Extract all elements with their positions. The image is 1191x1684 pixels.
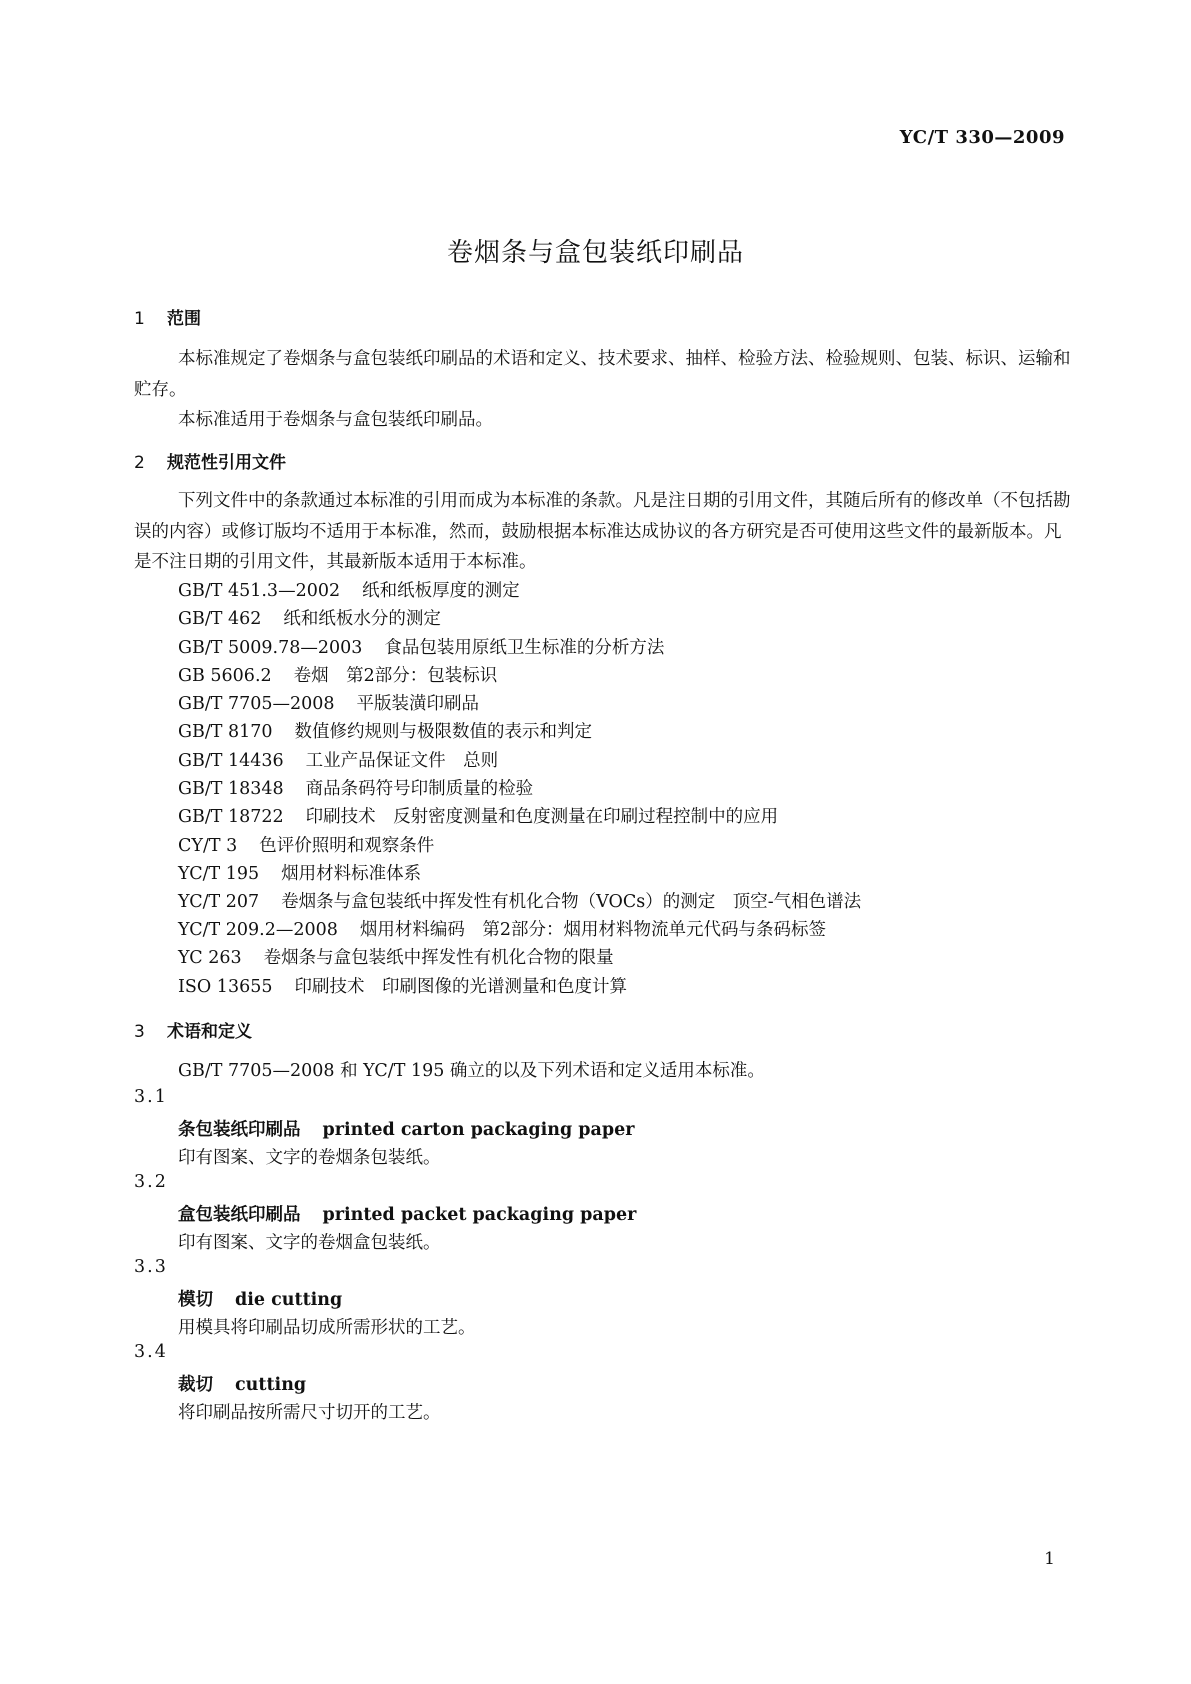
section-number: 1 [134,309,145,329]
reference-code: GB/T 18348 [178,779,284,799]
term-number: 3.4 [134,1342,168,1362]
term-definition: 印有图案、文字的卷烟盒包装纸。 [178,1233,441,1253]
reference-code: CY/T 3 [178,836,238,856]
term-chinese: 盒包装纸印刷品 [178,1205,301,1225]
reference-item [178,747,498,772]
term-english: printed carton packaging paper [322,1120,635,1140]
term-english: printed packet packaging paper [322,1205,637,1225]
reference-code: GB/T 7705—2008 [178,694,335,714]
reference-title: 印刷技术 反射密度测量和色度测量在印刷过程控制中的应用 [305,807,779,827]
reference-title: 平版装潢印刷品 [356,694,480,714]
reference-code: YC 263 [178,948,242,968]
term-heading [178,1371,306,1396]
reference-item [178,634,664,659]
section-1-heading [134,304,201,329]
reference-item [178,577,520,602]
reference-code: GB/T 5009.78—2003 [178,638,363,658]
term-chinese: 模切 [178,1290,213,1310]
reference-code: YC/T 195 [178,864,260,884]
reference-title: 烟用材料编码 第2部分：烟用材料物流单元代码与条码标签 [359,920,827,940]
reference-item [178,662,497,687]
reference-code: ISO 13655 [178,977,273,997]
reference-item [178,860,421,885]
normative-references-intro: 下列文件中的条款通过本标准的引用而成为本标准的条款。凡是注日期的引用文件，其随后所有的修改单（不包括勘误的内容）或修订版均不适用于本标准，然而，鼓励根据本标准达成协议的各方研究是否可使用这些文件的最新版本。凡是不注日期的引用文件，其最新版本适用于本标准。 [134,491,1071,572]
reference-title: 烟用材料标准体系 [281,864,422,884]
reference-item [178,973,627,998]
term-heading [178,1116,634,1141]
term-english: die cutting [235,1290,343,1310]
terms-intro: GB/T 7705—2008 和 YC/T 195 确立的以及下列术语和定义适用本标准。 [178,1061,765,1081]
reference-title: 色评价照明和观察条件 [259,836,435,856]
reference-title: 纸和纸板厚度的测定 [362,581,520,601]
term-chinese: 条包装纸印刷品 [178,1120,301,1140]
term-number: 3.2 [134,1172,168,1192]
term-definition: 将印刷品按所需尺寸切开的工艺。 [178,1403,441,1423]
reference-title: 纸和纸板水分的测定 [283,609,441,629]
reference-code: GB 5606.2 [178,666,272,686]
reference-item [178,718,592,743]
reference-code: GB/T 18722 [178,807,284,827]
reference-item [178,775,533,800]
reference-title: 卷烟条与盒包装纸中挥发性有机化合物（VOCs）的测定 顶空-气相色谱法 [281,892,862,912]
section-2-heading [134,448,286,473]
term-chinese: 裁切 [178,1375,213,1395]
reference-title: 数值修约规则与极限数值的表示和判定 [294,722,593,742]
section-title: 术语和定义 [167,1022,252,1042]
section-3-heading [134,1017,252,1042]
page-title: 卷烟条与盒包装纸印刷品 [446,238,744,268]
reference-title: 卷烟条与盒包装纸中挥发性有机化合物的限量 [263,948,614,968]
reference-item [178,803,778,828]
page-number: 1 [1044,1549,1055,1569]
term-heading [178,1286,342,1311]
reference-code: GB/T 8170 [178,722,273,742]
reference-item [178,605,441,630]
reference-code: GB/T 451.3—2002 [178,581,341,601]
scope-paragraph-2: 本标准适用于卷烟条与盒包装纸印刷品。 [178,410,493,430]
section-number: 3 [134,1022,145,1042]
reference-item [178,888,861,913]
term-definition: 用模具将印刷品切成所需形状的工艺。 [178,1318,476,1338]
reference-code: YC/T 209.2—2008 [178,920,338,940]
term-number: 3.1 [134,1087,168,1107]
section-number: 2 [134,453,145,473]
document-number: YC/T 330—2009 [899,127,1065,148]
term-heading [178,1201,636,1226]
term-number: 3.3 [134,1257,168,1277]
reference-title: 卷烟 第2部分：包装标识 [293,666,498,686]
reference-title: 印刷技术 印刷图像的光谱测量和色度计算 [294,977,627,997]
reference-code: GB/T 462 [178,609,262,629]
section-title: 范围 [167,309,201,329]
scope-paragraph-1: 本标准规定了卷烟条与盒包装纸印刷品的术语和定义、技术要求、抽样、检验方法、检验规则、包装、标识、运输和贮存。 [134,349,1071,400]
reference-item [178,690,479,715]
reference-item [178,916,826,941]
reference-title: 食品包装用原纸卫生标准的分析方法 [384,638,665,658]
reference-item [178,944,614,969]
section-title: 规范性引用文件 [167,453,286,473]
reference-item [178,832,434,857]
reference-title: 商品条码符号印制质量的检验 [305,779,534,799]
reference-code: GB/T 14436 [178,751,284,771]
term-english: cutting [235,1375,307,1395]
reference-title: 工业产品保证文件 总则 [305,751,499,771]
term-definition: 印有图案、文字的卷烟条包装纸。 [178,1148,441,1168]
reference-code: YC/T 207 [178,892,260,912]
